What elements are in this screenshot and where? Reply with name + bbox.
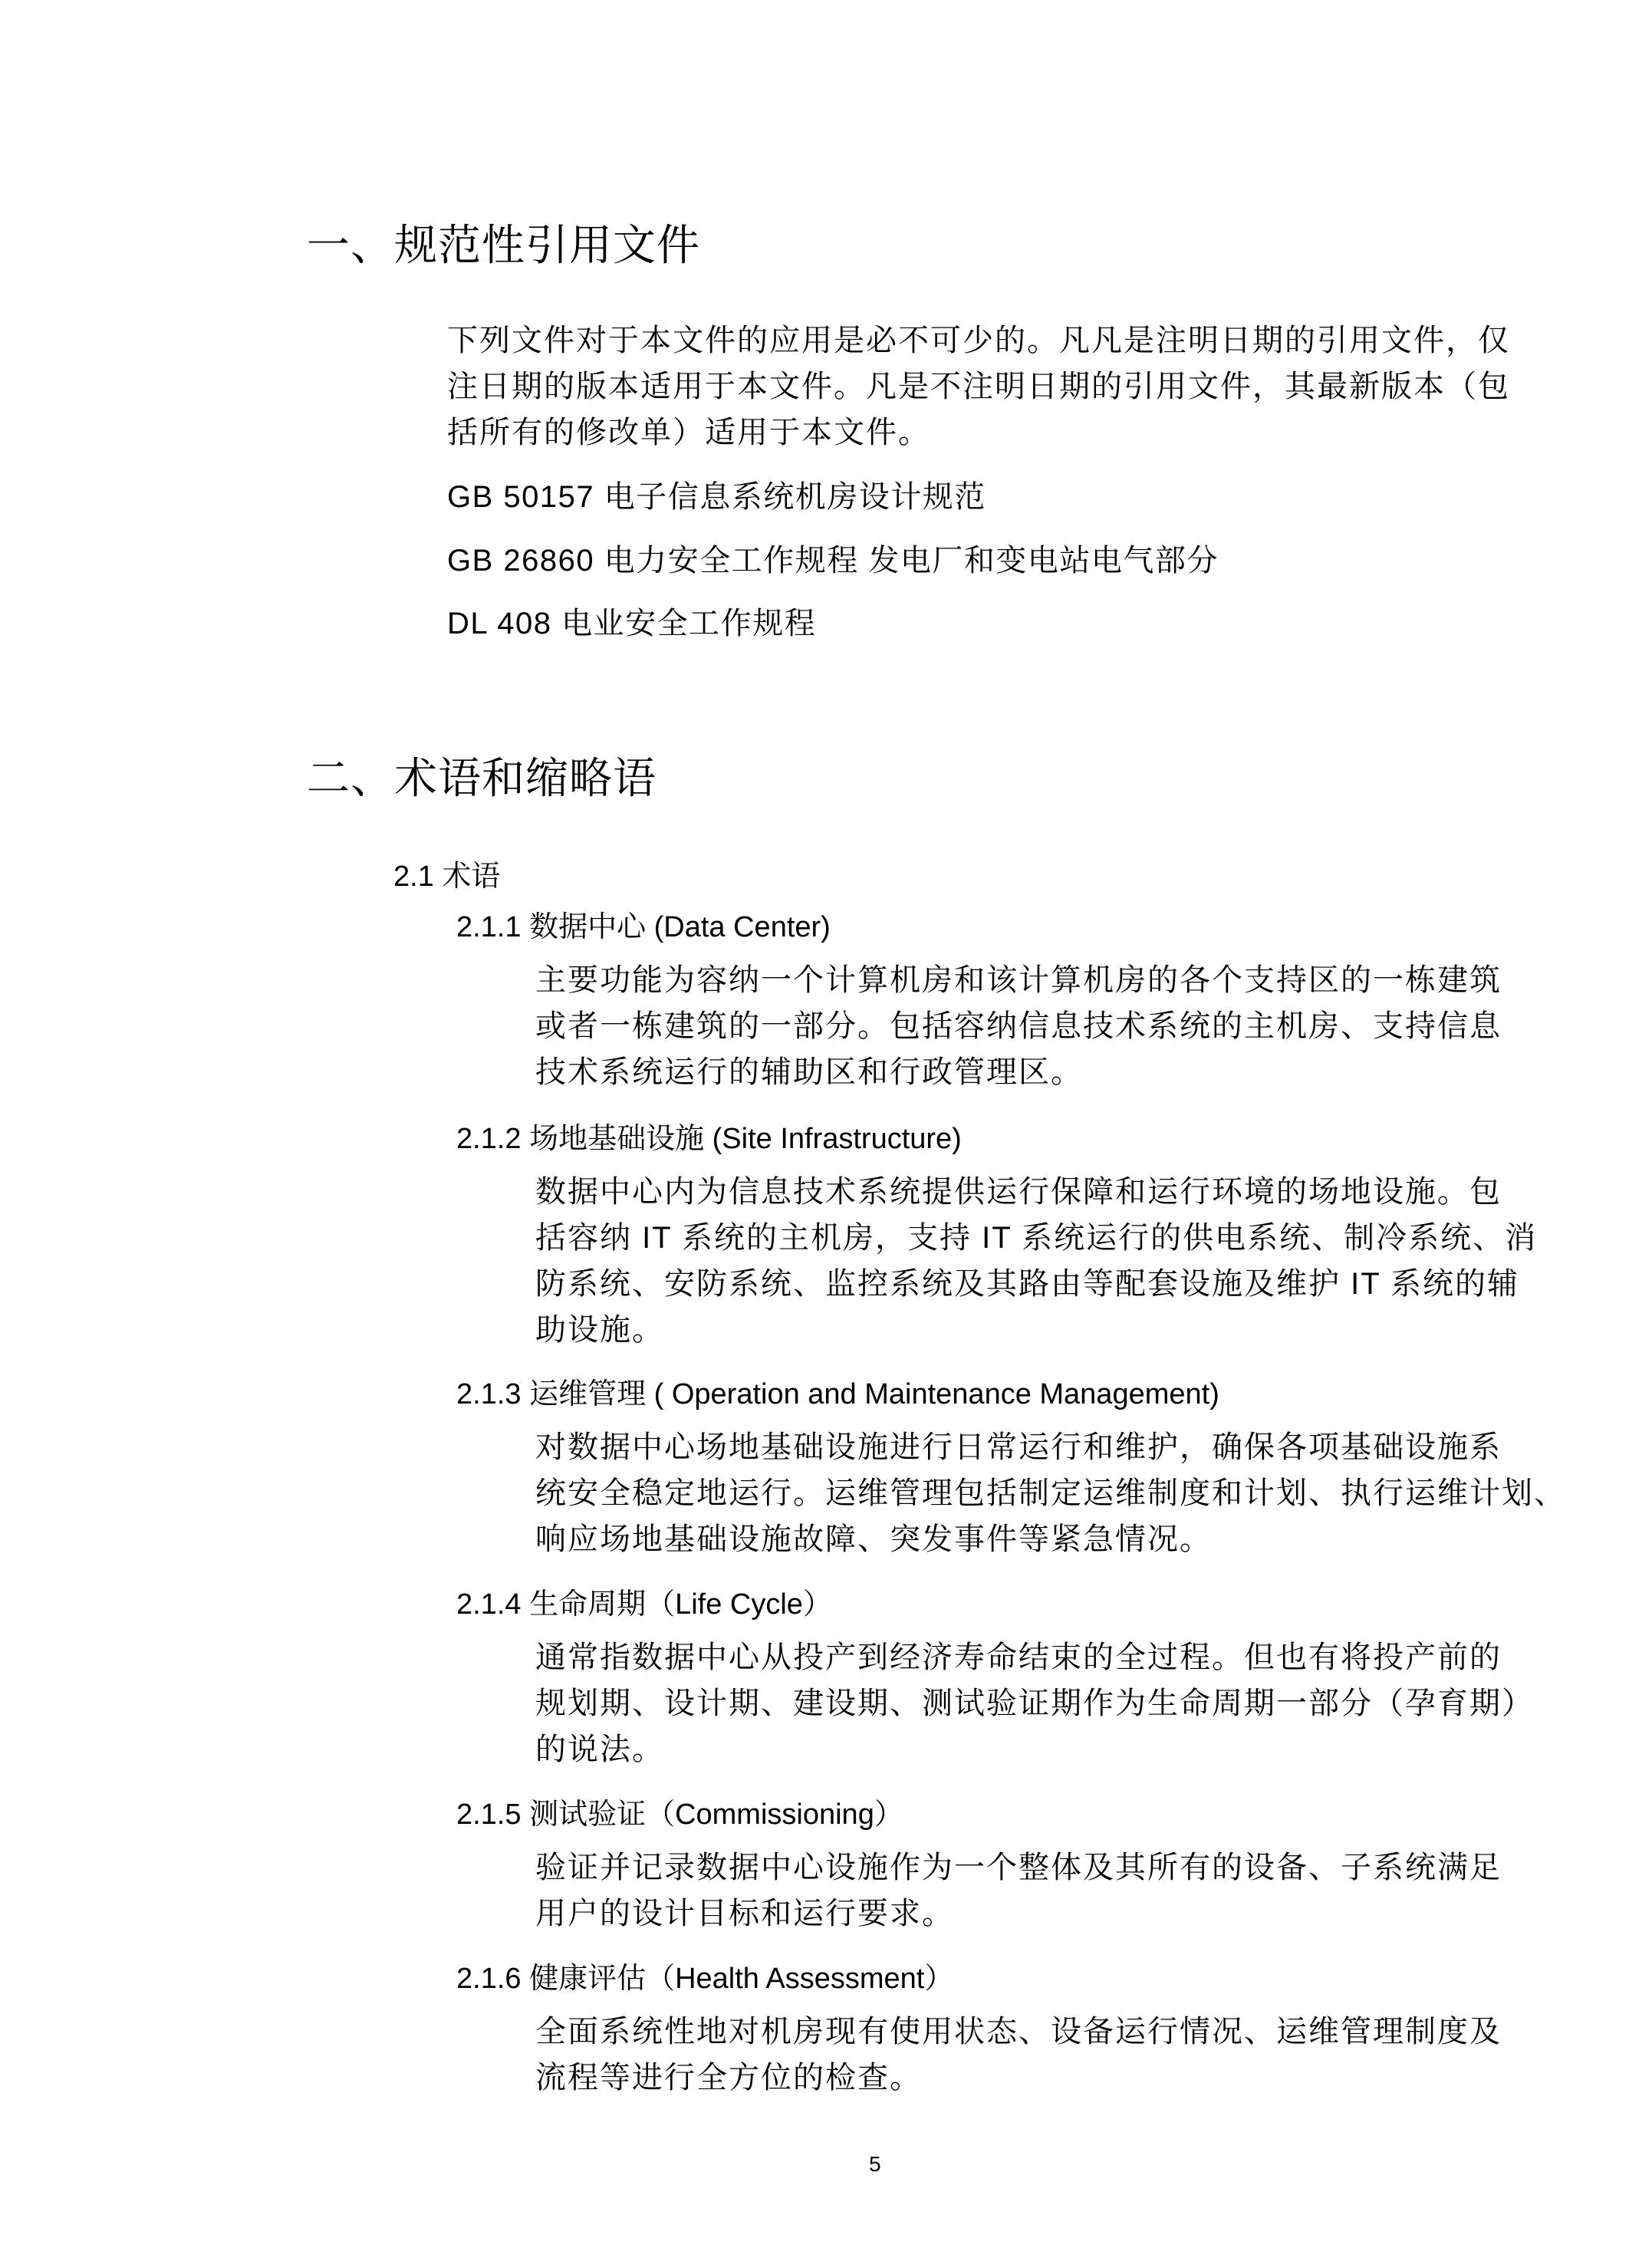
definition-line: 通常指数据中心从投产到经济寿命结束的全过程。但也有将投产前的 [535, 1641, 1502, 1674]
reference-item: GB 26860 电力安全工作规程 发电厂和变电站电气部分 [447, 544, 1219, 578]
definition-line: 数据中心内为信息技术系统提供运行保障和运行环境的场地设施。包 [535, 1175, 1502, 1209]
term-title: 2.1.3 运维管理 ( Operation and Maintenance Management) [456, 1378, 1219, 1410]
reference-item: GB 50157 电子信息系统机房设计规范 [447, 480, 986, 514]
term-title: 2.1.2 场地基础设施 (Site Infrastructure) [456, 1123, 962, 1155]
definition-line: 全面系统性地对机房现有使用状态、设备运行情况、运维管理制度及 [535, 2015, 1502, 2049]
term-definition [535, 1424, 1566, 1562]
definition-line: 用户的设计目标和运行要求。 [535, 1897, 954, 1930]
section-heading-terms: 二、术语和缩略语 [307, 754, 657, 802]
term-definition [535, 2009, 1502, 2101]
term-title: 2.1.1 数据中心 (Data Center) [456, 911, 831, 943]
term-title: 2.1.5 测试验证（Commissioning） [456, 1799, 903, 1831]
definition-line: 对数据中心场地基础设施进行日常运行和维护，确保各项基础设施系 [535, 1430, 1502, 1464]
definition-line: 防系统、安防系统、监控系统及其路由等配套设施及维护 IT 系统的辅 [535, 1267, 1520, 1301]
definition-line: 验证并记录数据中心设施作为一个整体及其所有的设备、子系统满足 [535, 1851, 1502, 1884]
reference-item: DL 408 电业安全工作规程 [447, 607, 817, 640]
normative-intro-paragraph [447, 318, 1510, 456]
definition-line: 的说法。 [535, 1733, 664, 1766]
term-definition [535, 1169, 1537, 1353]
term-definition [535, 1845, 1502, 1937]
paragraph-line: 注日期的版本适用于本文件。凡是不注明日期的引用文件，其最新版本（包 [447, 370, 1510, 403]
definition-line: 或者一栋建筑的一部分。包括容纳信息技术系统的主机房、支持信息 [535, 1009, 1502, 1043]
definition-line: 助设施。 [535, 1313, 664, 1347]
definition-line: 规划期、设计期、建设期、测试验证期作为生命周期一部分（孕育期） [535, 1687, 1534, 1720]
definition-line: 统安全稳定地运行。运维管理包括制定运维制度和计划、执行运维计划、 [535, 1476, 1566, 1510]
section-heading-normative-references: 一、规范性引用文件 [307, 221, 700, 269]
subsection-heading-terms: 2.1 术语 [393, 861, 501, 893]
definition-line: 技术系统运行的辅助区和行政管理区。 [535, 1055, 1083, 1089]
definition-line: 流程等进行全方位的检查。 [535, 2061, 922, 2095]
paragraph-line: 下列文件对于本文件的应用是必不可少的。凡凡是注明日期的引用文件，仅 [447, 324, 1510, 357]
definition-line: 括容纳 IT 系统的主机房，支持 IT 系统运行的供电系统、制冷系统、消 [535, 1221, 1538, 1255]
paragraph-line: 括所有的修改单）适用于本文件。 [447, 416, 930, 449]
term-title: 2.1.4 生命周期（Life Cycle） [456, 1588, 832, 1621]
definition-line: 主要功能为容纳一个计算机房和该计算机房的各个支持区的一栋建筑 [535, 963, 1502, 997]
definition-line: 响应场地基础设施故障、突发事件等紧急情况。 [535, 1522, 1212, 1556]
page-number: 5 [869, 2152, 881, 2176]
term-definition [535, 957, 1502, 1095]
term-definition [535, 1634, 1534, 1772]
term-title: 2.1.6 健康评估（Health Assessment） [456, 1963, 954, 1995]
